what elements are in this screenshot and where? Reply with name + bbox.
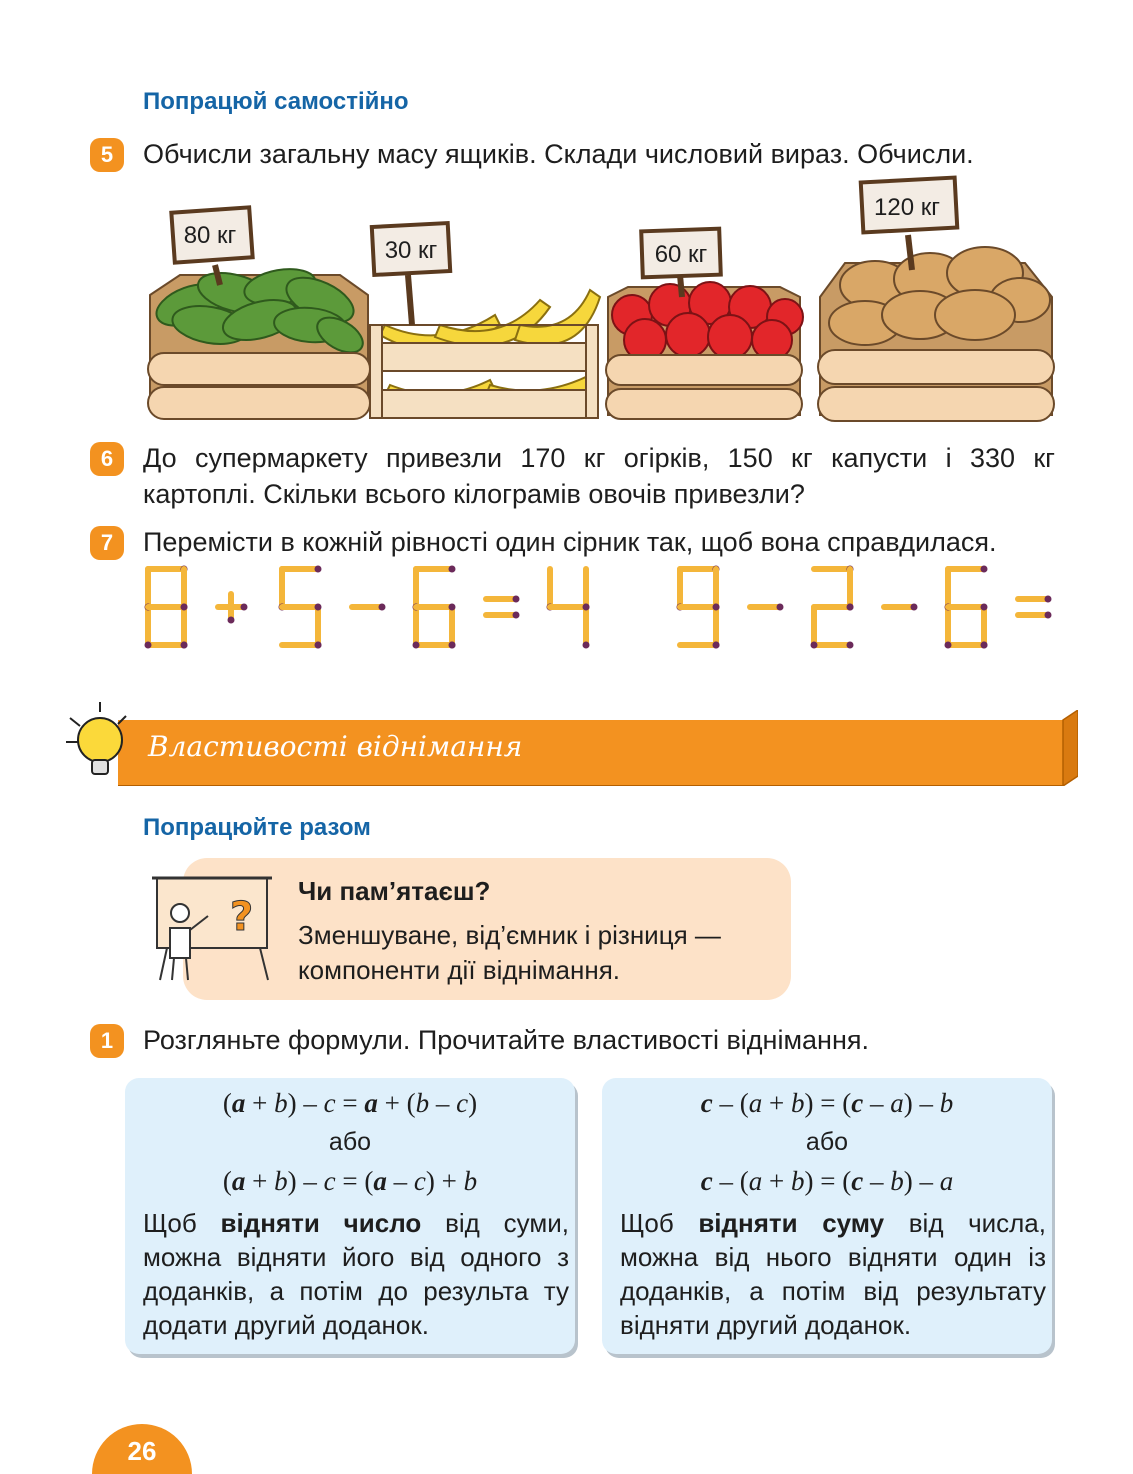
crate-label-1: 80 кг bbox=[183, 222, 237, 249]
task-5-text: Обчисли загальну масу ящиків. Склади числовий вираз. Обчисли. bbox=[143, 139, 974, 169]
matchstick-head bbox=[945, 642, 952, 649]
crate-tomatoes bbox=[606, 229, 803, 419]
task-6-text: До супермаркету привезли 170 кг огірків, 150 кг капусти і 330 кг картоплі. Скільки всього кілограмів овочів привезли? bbox=[143, 443, 1055, 509]
rule-left: Щоб відняти число від суми, можна відняти його від одного з доданків, а потім до результа ту додати другий доданок. bbox=[143, 1208, 569, 1340]
formula-right-1: c – (a + b) = (c – a) – b bbox=[700, 1088, 954, 1118]
matchstick-head bbox=[315, 566, 322, 573]
page-number: 26 bbox=[92, 1424, 192, 1474]
matchstick-equation-1 bbox=[145, 566, 590, 649]
crate-potatoes bbox=[818, 178, 1054, 421]
matchstick-head bbox=[513, 612, 520, 619]
matchstick-head bbox=[713, 604, 720, 611]
matchstick-head bbox=[847, 642, 854, 649]
remember-text: Зменшуване, від’ємник і різниця — компоненти дії віднімання. bbox=[298, 920, 721, 985]
remember-title: Чи пам’ятаєш? bbox=[298, 876, 491, 906]
formula-left-2: (a + b) – c = (a – c) + b bbox=[222, 1166, 478, 1196]
task-number-badge: 5 bbox=[90, 138, 124, 172]
section-heading-independent: Попрацюй самостійно bbox=[143, 88, 409, 115]
matchstick-head bbox=[1045, 596, 1052, 603]
matchstick-head bbox=[713, 642, 720, 649]
matchstick-head bbox=[777, 604, 784, 611]
crate-label-2: 30 кг bbox=[384, 237, 438, 264]
matchstick-equation-2 bbox=[677, 566, 1061, 649]
matchstick-head bbox=[145, 642, 152, 649]
crates-illustration bbox=[140, 175, 1060, 425]
formula-box-right bbox=[602, 1078, 1052, 1354]
formula-right-2: c – (a + b) = (c – b) – a bbox=[700, 1166, 954, 1196]
matchstick-head bbox=[181, 642, 188, 649]
task-1-text: Розгляньте формули. Прочитайте властивості віднімання. bbox=[143, 1025, 869, 1055]
matchstick-head bbox=[811, 642, 818, 649]
matchstick-head bbox=[379, 604, 386, 611]
matchstick-head bbox=[981, 566, 988, 573]
rule-left-bold: відняти число bbox=[220, 1208, 422, 1238]
crate-label-4: 120 кг bbox=[874, 194, 940, 221]
rule-right-bold: відняти суму bbox=[698, 1208, 885, 1238]
or-word: або bbox=[805, 1128, 849, 1156]
or-word: або bbox=[328, 1128, 372, 1156]
task-number-badge: 6 bbox=[90, 442, 124, 476]
matchstick-head bbox=[449, 604, 456, 611]
crate-label-3: 60 кг bbox=[654, 241, 708, 268]
matchstick-head bbox=[1045, 612, 1052, 619]
matchstick-head bbox=[181, 604, 188, 611]
matchstick-head bbox=[241, 604, 248, 611]
matchstick-head bbox=[449, 642, 456, 649]
matchstick-head bbox=[981, 604, 988, 611]
task-number-badge: 7 bbox=[90, 526, 124, 560]
matchstick-head bbox=[583, 642, 590, 649]
matchstick-head bbox=[911, 604, 918, 611]
crate-cucumbers bbox=[148, 207, 370, 419]
matchstick-head bbox=[981, 642, 988, 649]
banner-title: Властивості віднімання bbox=[148, 730, 523, 763]
teacher-board-question-icon bbox=[142, 868, 277, 983]
crate-bananas bbox=[370, 223, 600, 418]
matchstick-head bbox=[413, 642, 420, 649]
matchstick-head bbox=[513, 596, 520, 603]
task-number-badge: 1 bbox=[90, 1024, 124, 1058]
matchstick-head bbox=[449, 566, 456, 573]
matchstick-head bbox=[847, 604, 854, 611]
lightbulb-icon bbox=[60, 700, 140, 780]
matchstick-head bbox=[315, 604, 322, 611]
task-7-text: Перемісти в кожній рівності один сірник так, щоб вона справдилася. bbox=[143, 527, 997, 557]
section-heading-together: Попрацюйте разом bbox=[143, 814, 371, 841]
rule-right: Щоб відняти суму від числа, можна від нього відняти один із доданків, а потім від результату відняти другий доданок. bbox=[620, 1208, 1046, 1340]
matchstick-equations bbox=[140, 563, 1060, 655]
matchstick-head bbox=[583, 604, 590, 611]
svg-text:?: ? bbox=[230, 894, 254, 940]
matchstick-head bbox=[315, 642, 322, 649]
matchstick-head bbox=[228, 617, 235, 624]
formula-left-1: (a + b) – c = a + (b – c) bbox=[222, 1088, 478, 1118]
formula-box-left bbox=[125, 1078, 575, 1354]
